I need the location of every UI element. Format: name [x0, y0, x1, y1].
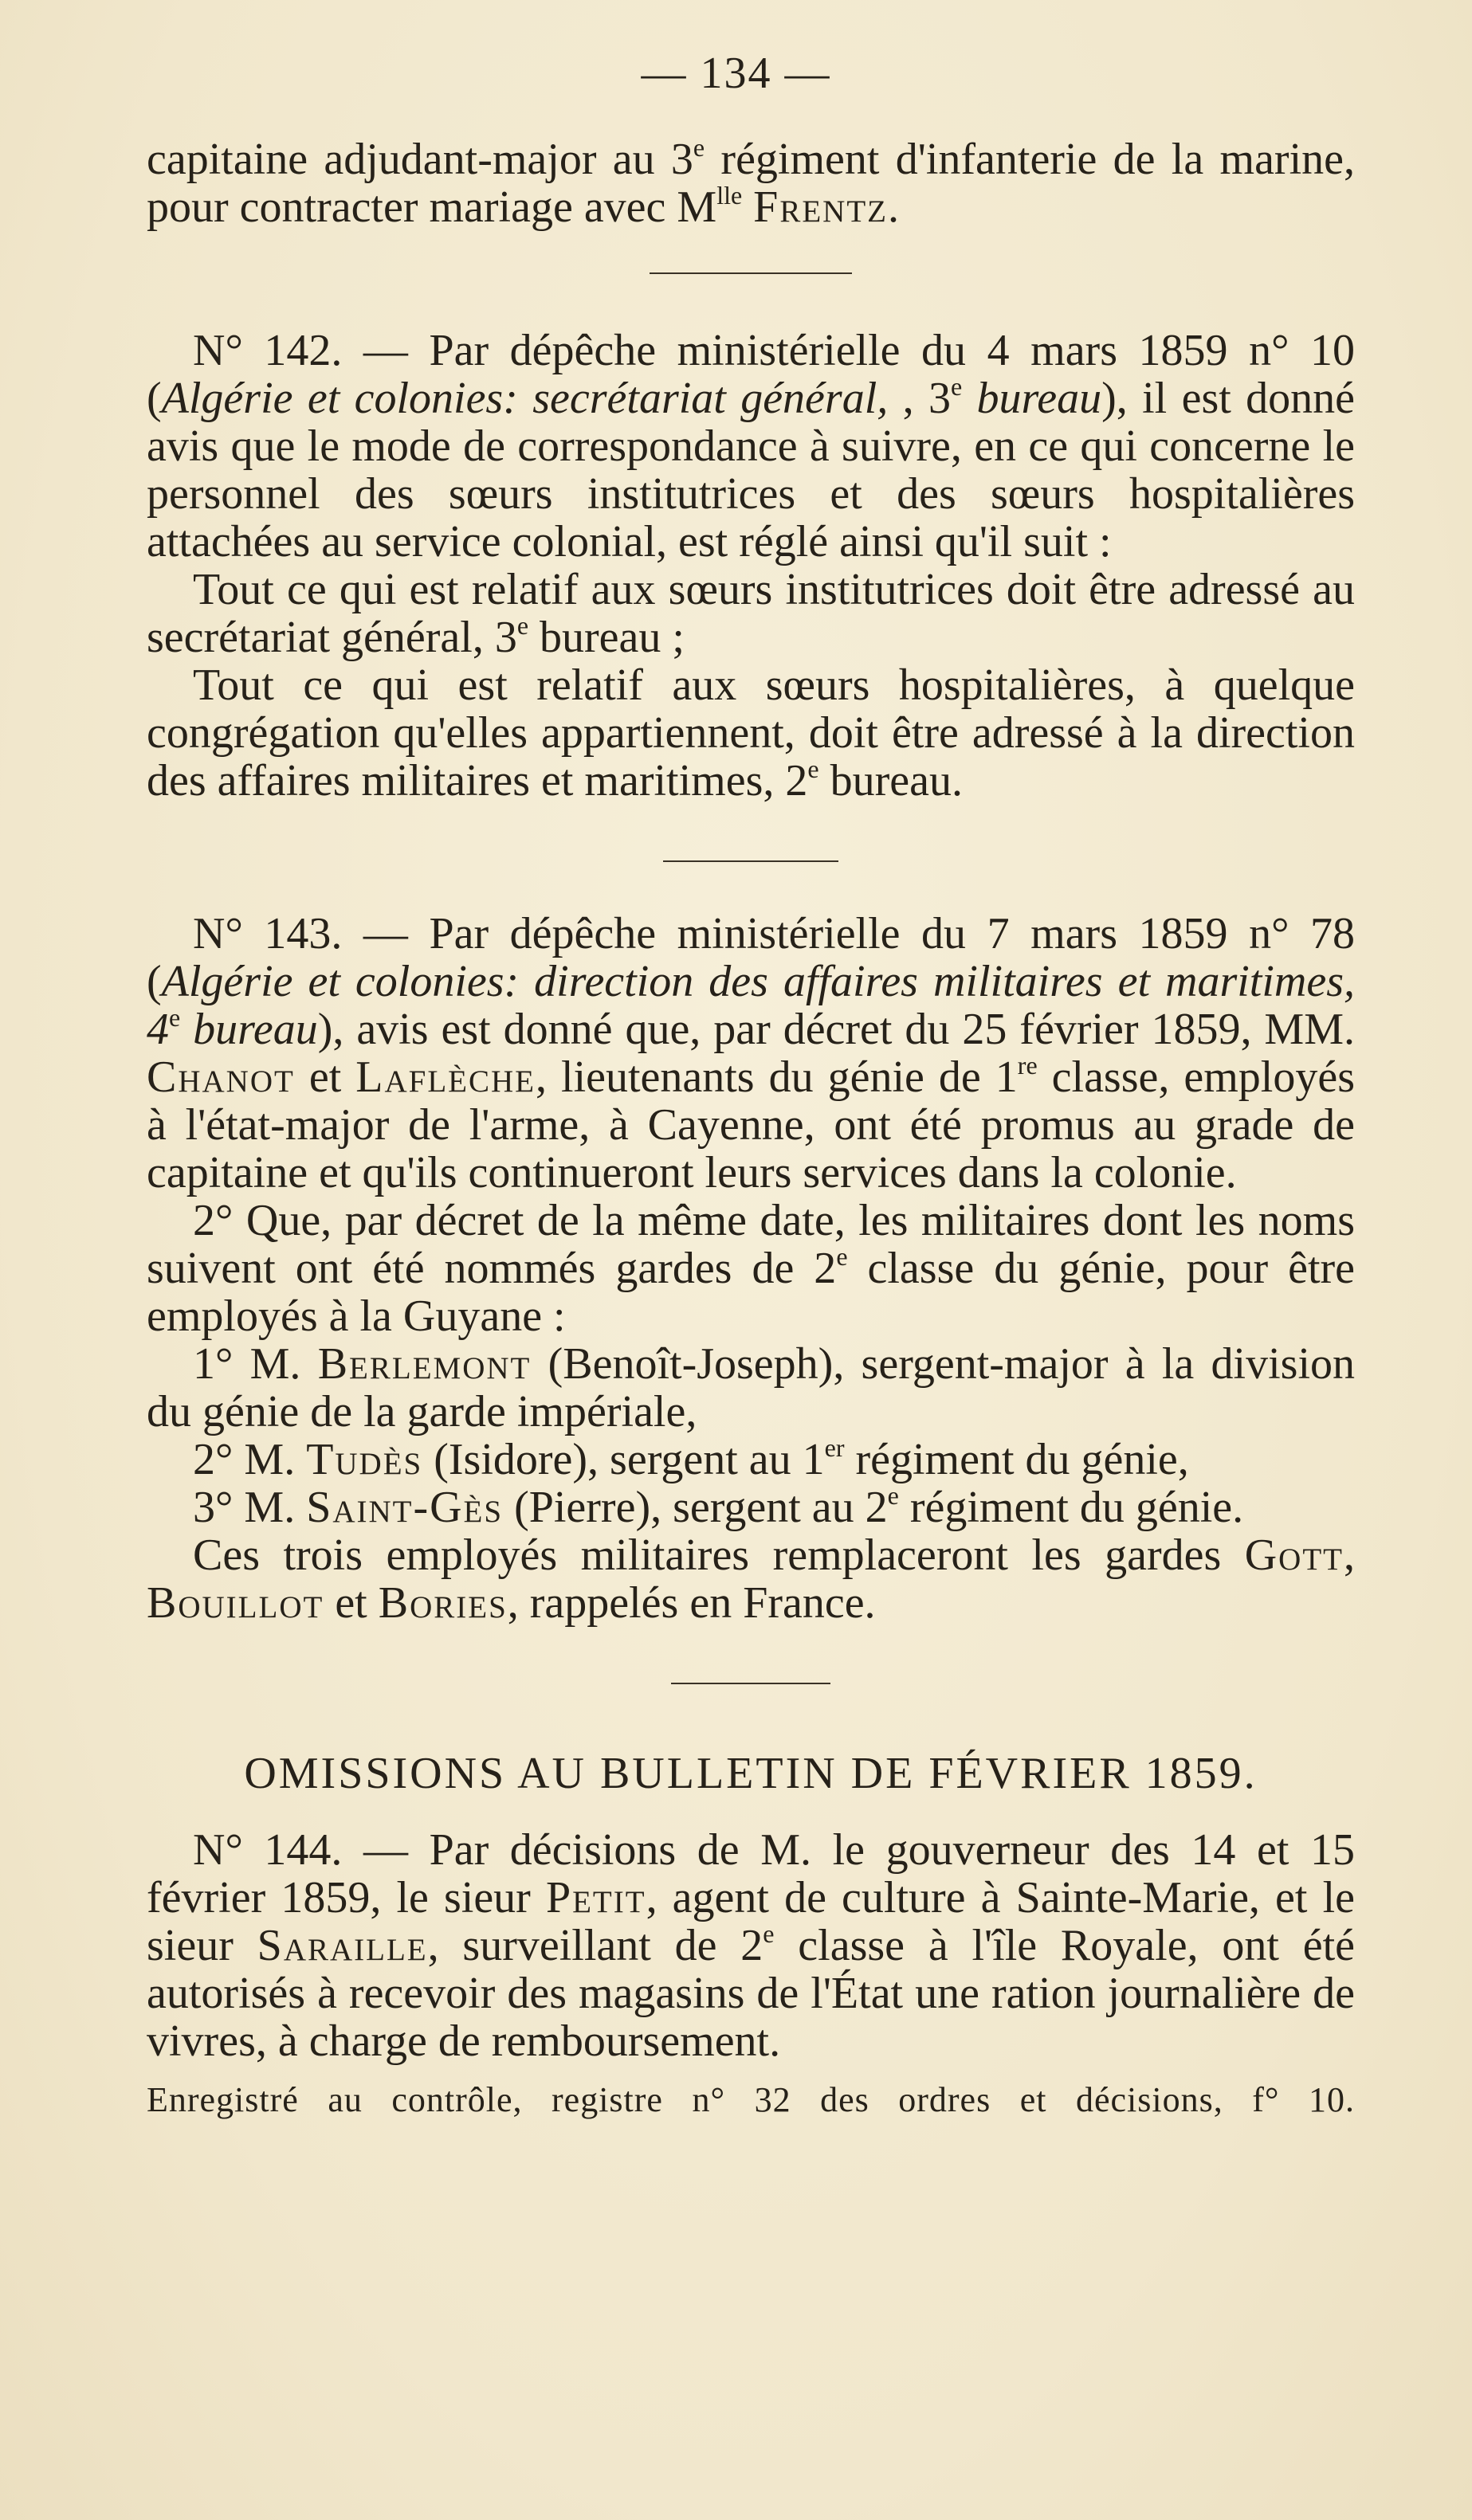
registration-note: Enregistré au contrôle, registre n° 32 des ordres et décisions, f° 10.: [147, 2080, 1355, 2119]
separator-rule: [650, 272, 852, 274]
page-body: [147, 135, 1355, 2124]
article-143-paragraph: 2° Que, par décret de la même date, les militaires dont les noms suivent ont été nommés gardes de 2e classe du génie, pour être employés à la Guyane :: [147, 1196, 1356, 1341]
article-143: N° 143. — Par dépêche ministérielle du 7 mars 1859 n° 78 (Algérie et colonies: direction des affaires militaires et maritimes, 4e bureau), avis est donné que, par décret du 25 février 1859, MM. Chanot et Laflèche, lieutenants du génie de 1re classe, employés à l'état-major de l'arme, à Cayenne, ont été promus au grade de capitaine et qu'ils continueront leurs services dans la colonie.: [147, 909, 1355, 1197]
article-143-paragraph: Ces trois employés militaires remplaceront les gardes Gott, Bouillot et Bories, rappelés en France.: [147, 1530, 1355, 1628]
article-144: N° 144. — Par décisions de M. le gouverneur des 14 et 15 février 1859, le sieur Petit, agent de culture à Sainte-Marie, et le sieur Saraille, surveillant de 2e classe à l'île Royale, ont été autorisés à recevoir des magasins de l'État une ration journalière de vivres, à charge de remboursement.: [147, 1825, 1355, 2066]
article-142-paragraph: Tout ce qui est relatif aux sœurs hospitalières, à quelque congrégation qu'elles appartiennent, doit être adressé à la direction des affaires militaires et maritimes, 2e bureau.: [147, 660, 1355, 805]
list-item: 2° M. Tudès (Isidore), sergent au 1er régiment du génie,: [193, 1433, 1189, 1484]
section-heading: OMISSIONS AU BULLETIN DE FÉVRIER 1859.: [244, 1749, 1258, 1798]
article-142: N° 142. — Par dépêche ministérielle du 4 mars 1859 n° 10 (Algérie et colonies: secrétariat général, , 3e bureau), il est donné avis que le mode de correspondance à suivre, en ce qui concerne le personnel des sœurs institutrices et des sœurs hospitalières attachées au service colonial, est réglé ainsi qu'il suit :: [147, 326, 1356, 566]
separator-rule: [671, 1683, 830, 1684]
intro-paragraph: capitaine adjudant-major au 3e régiment d'infanterie de la marine, pour contracter mariage avec $M^{lle}$ Frentz.: [147, 133, 1355, 232]
list-item: 1° M. Berlemont (Benoît-Joseph), sergent-major à la division du génie de la garde impériale,: [147, 1339, 1356, 1436]
article-142-paragraph: Tout ce qui est relatif aux sœurs institutrices doit être adressé au secrétariat général, 3e bureau ;: [147, 565, 1355, 662]
separator-rule: [663, 860, 838, 862]
list-item: 3° M. Saint-Gès (Pierre), sergent au 2e régiment du génie.: [193, 1481, 1244, 1532]
page-number: — 134 —: [641, 49, 831, 98]
